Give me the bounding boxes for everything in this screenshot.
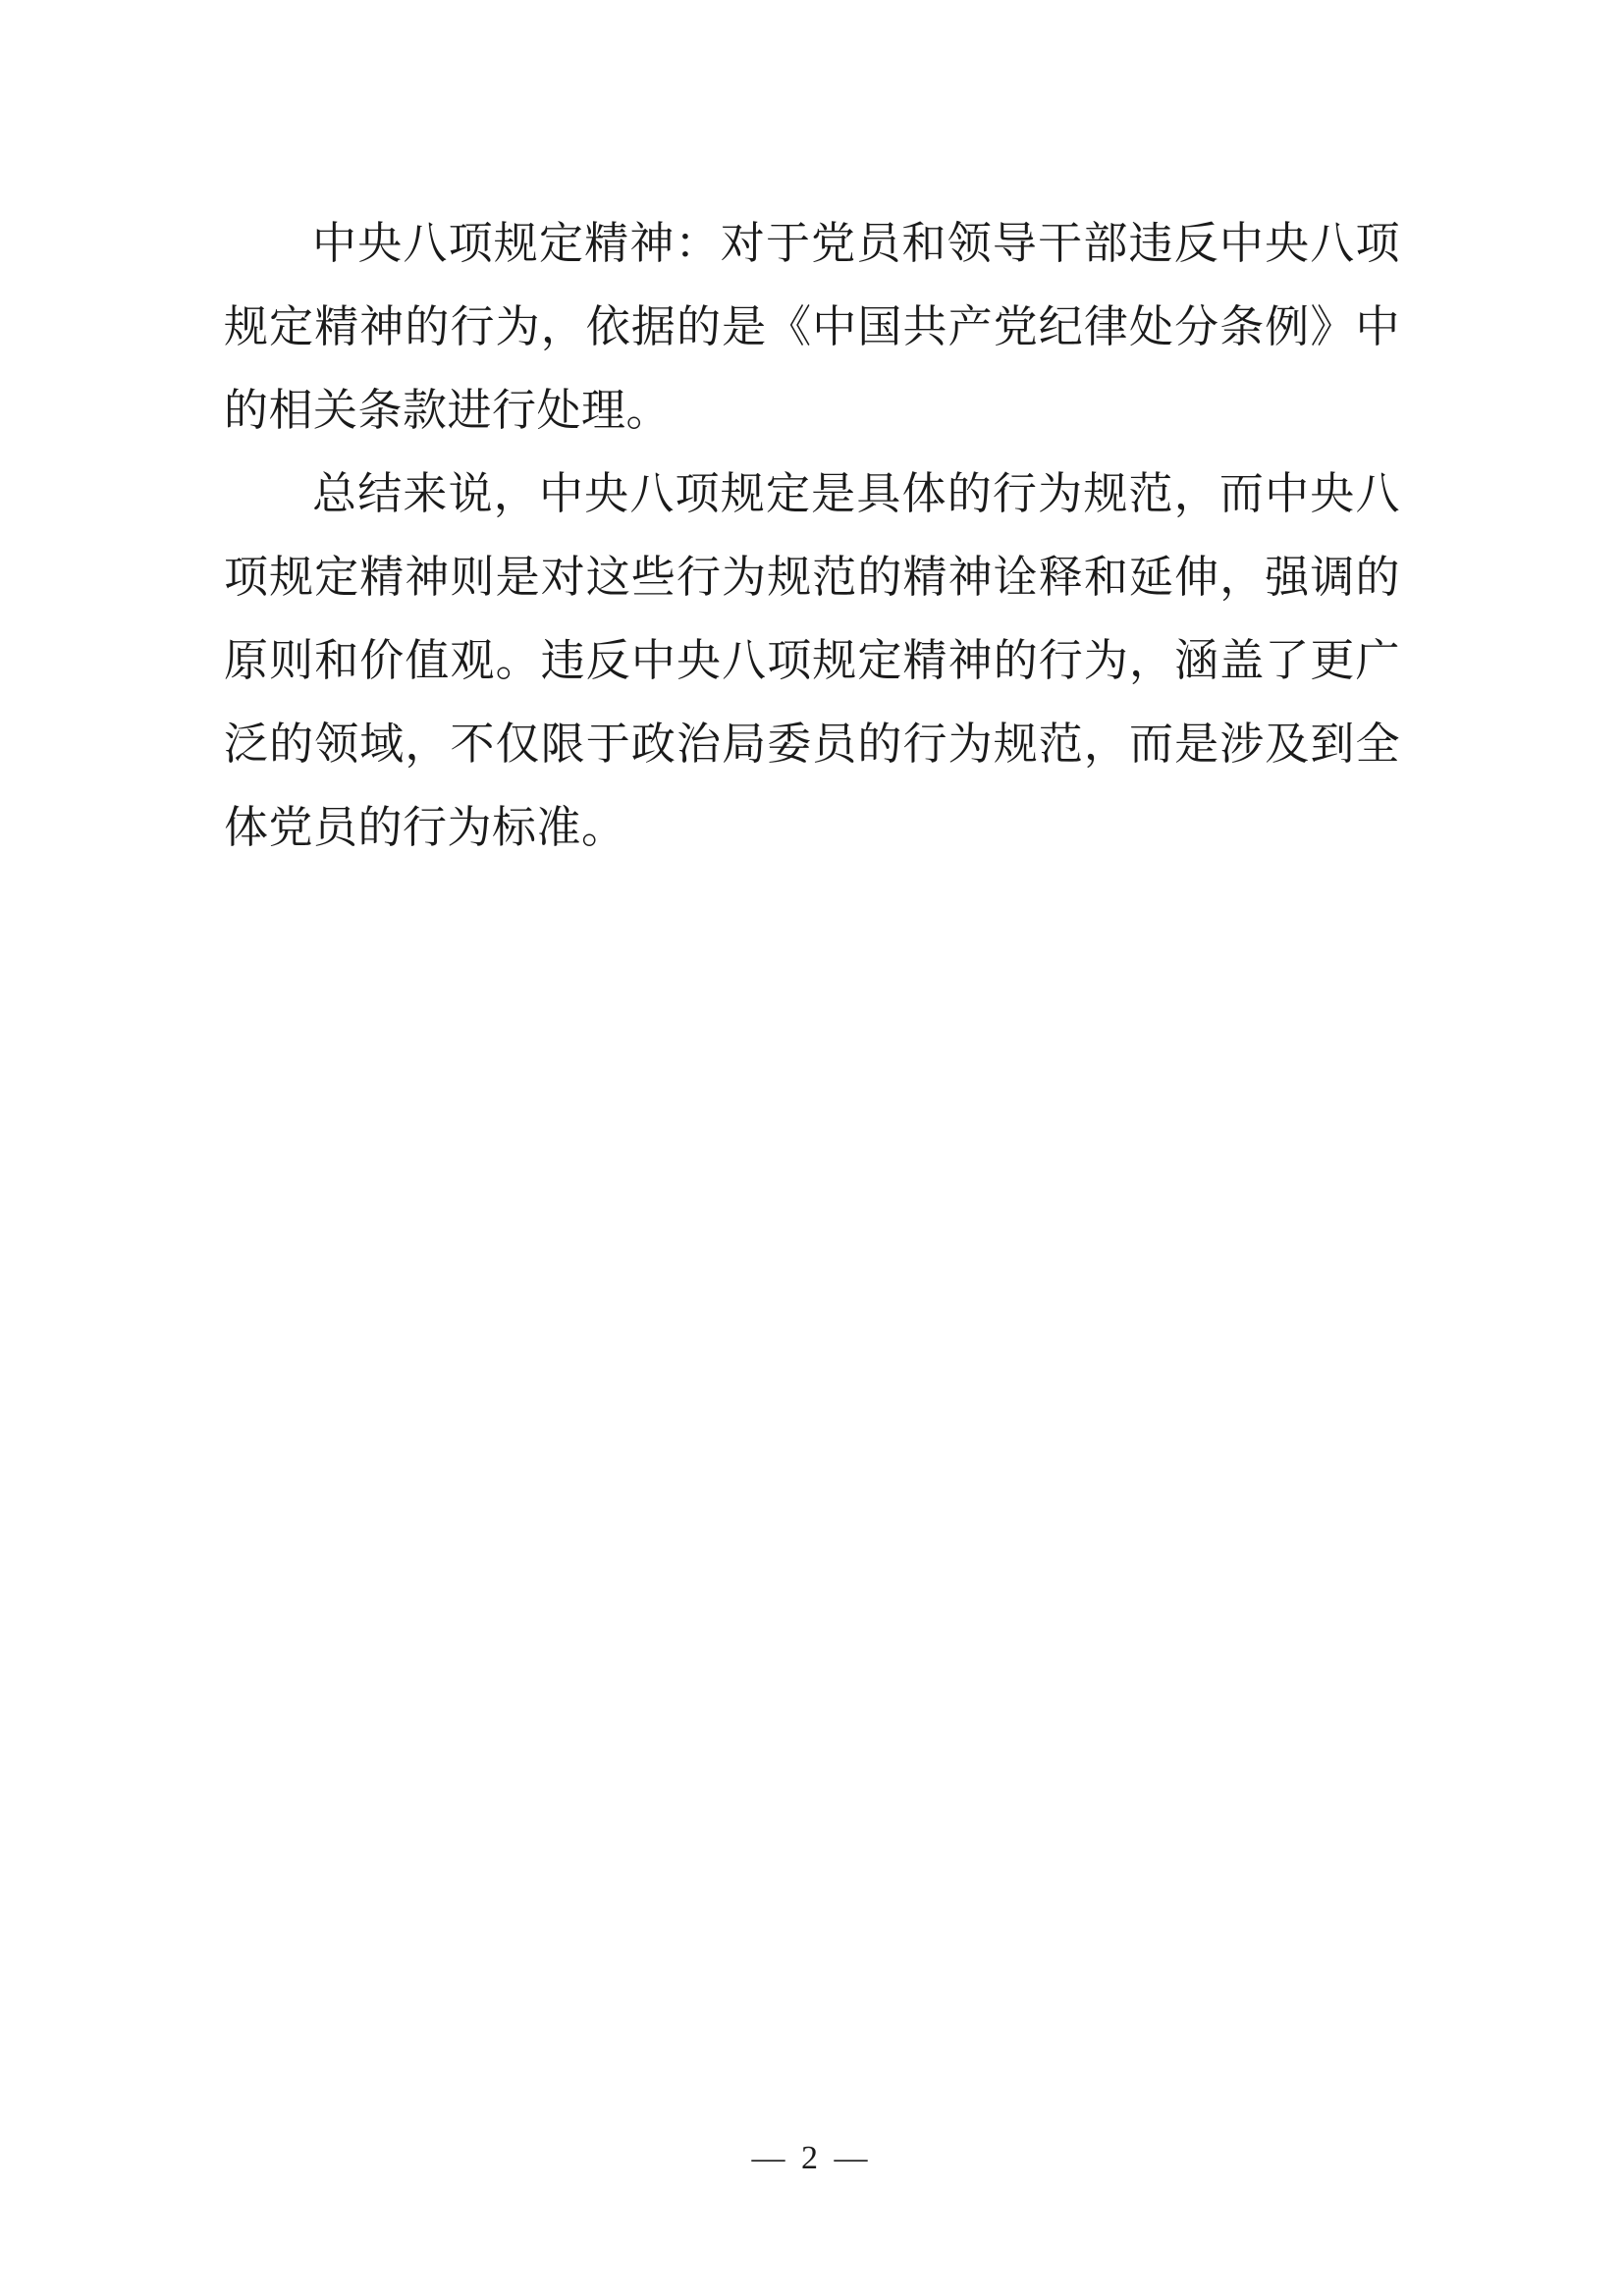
document-body [224, 201, 1400, 869]
paragraph: 总结来说，中央八项规定是具体的行为规范，而中央八项规定精神则是对这些行为规范的精神诠释和延伸，强调的原则和价值观。违反中央八项规定精神的行为，涵盖了更广泛的领域，不仅限于政治局委员的行为规范，而是涉及到全体党员的行为标准。 [224, 468, 1400, 852]
page-number: — 2 — [751, 2140, 872, 2176]
paragraph: 中央八项规定精神：对于党员和领导干部违反中央八项规定精神的行为，依据的是《中国共产党纪律处分条例》中的相关条款进行处理。 [224, 218, 1400, 435]
